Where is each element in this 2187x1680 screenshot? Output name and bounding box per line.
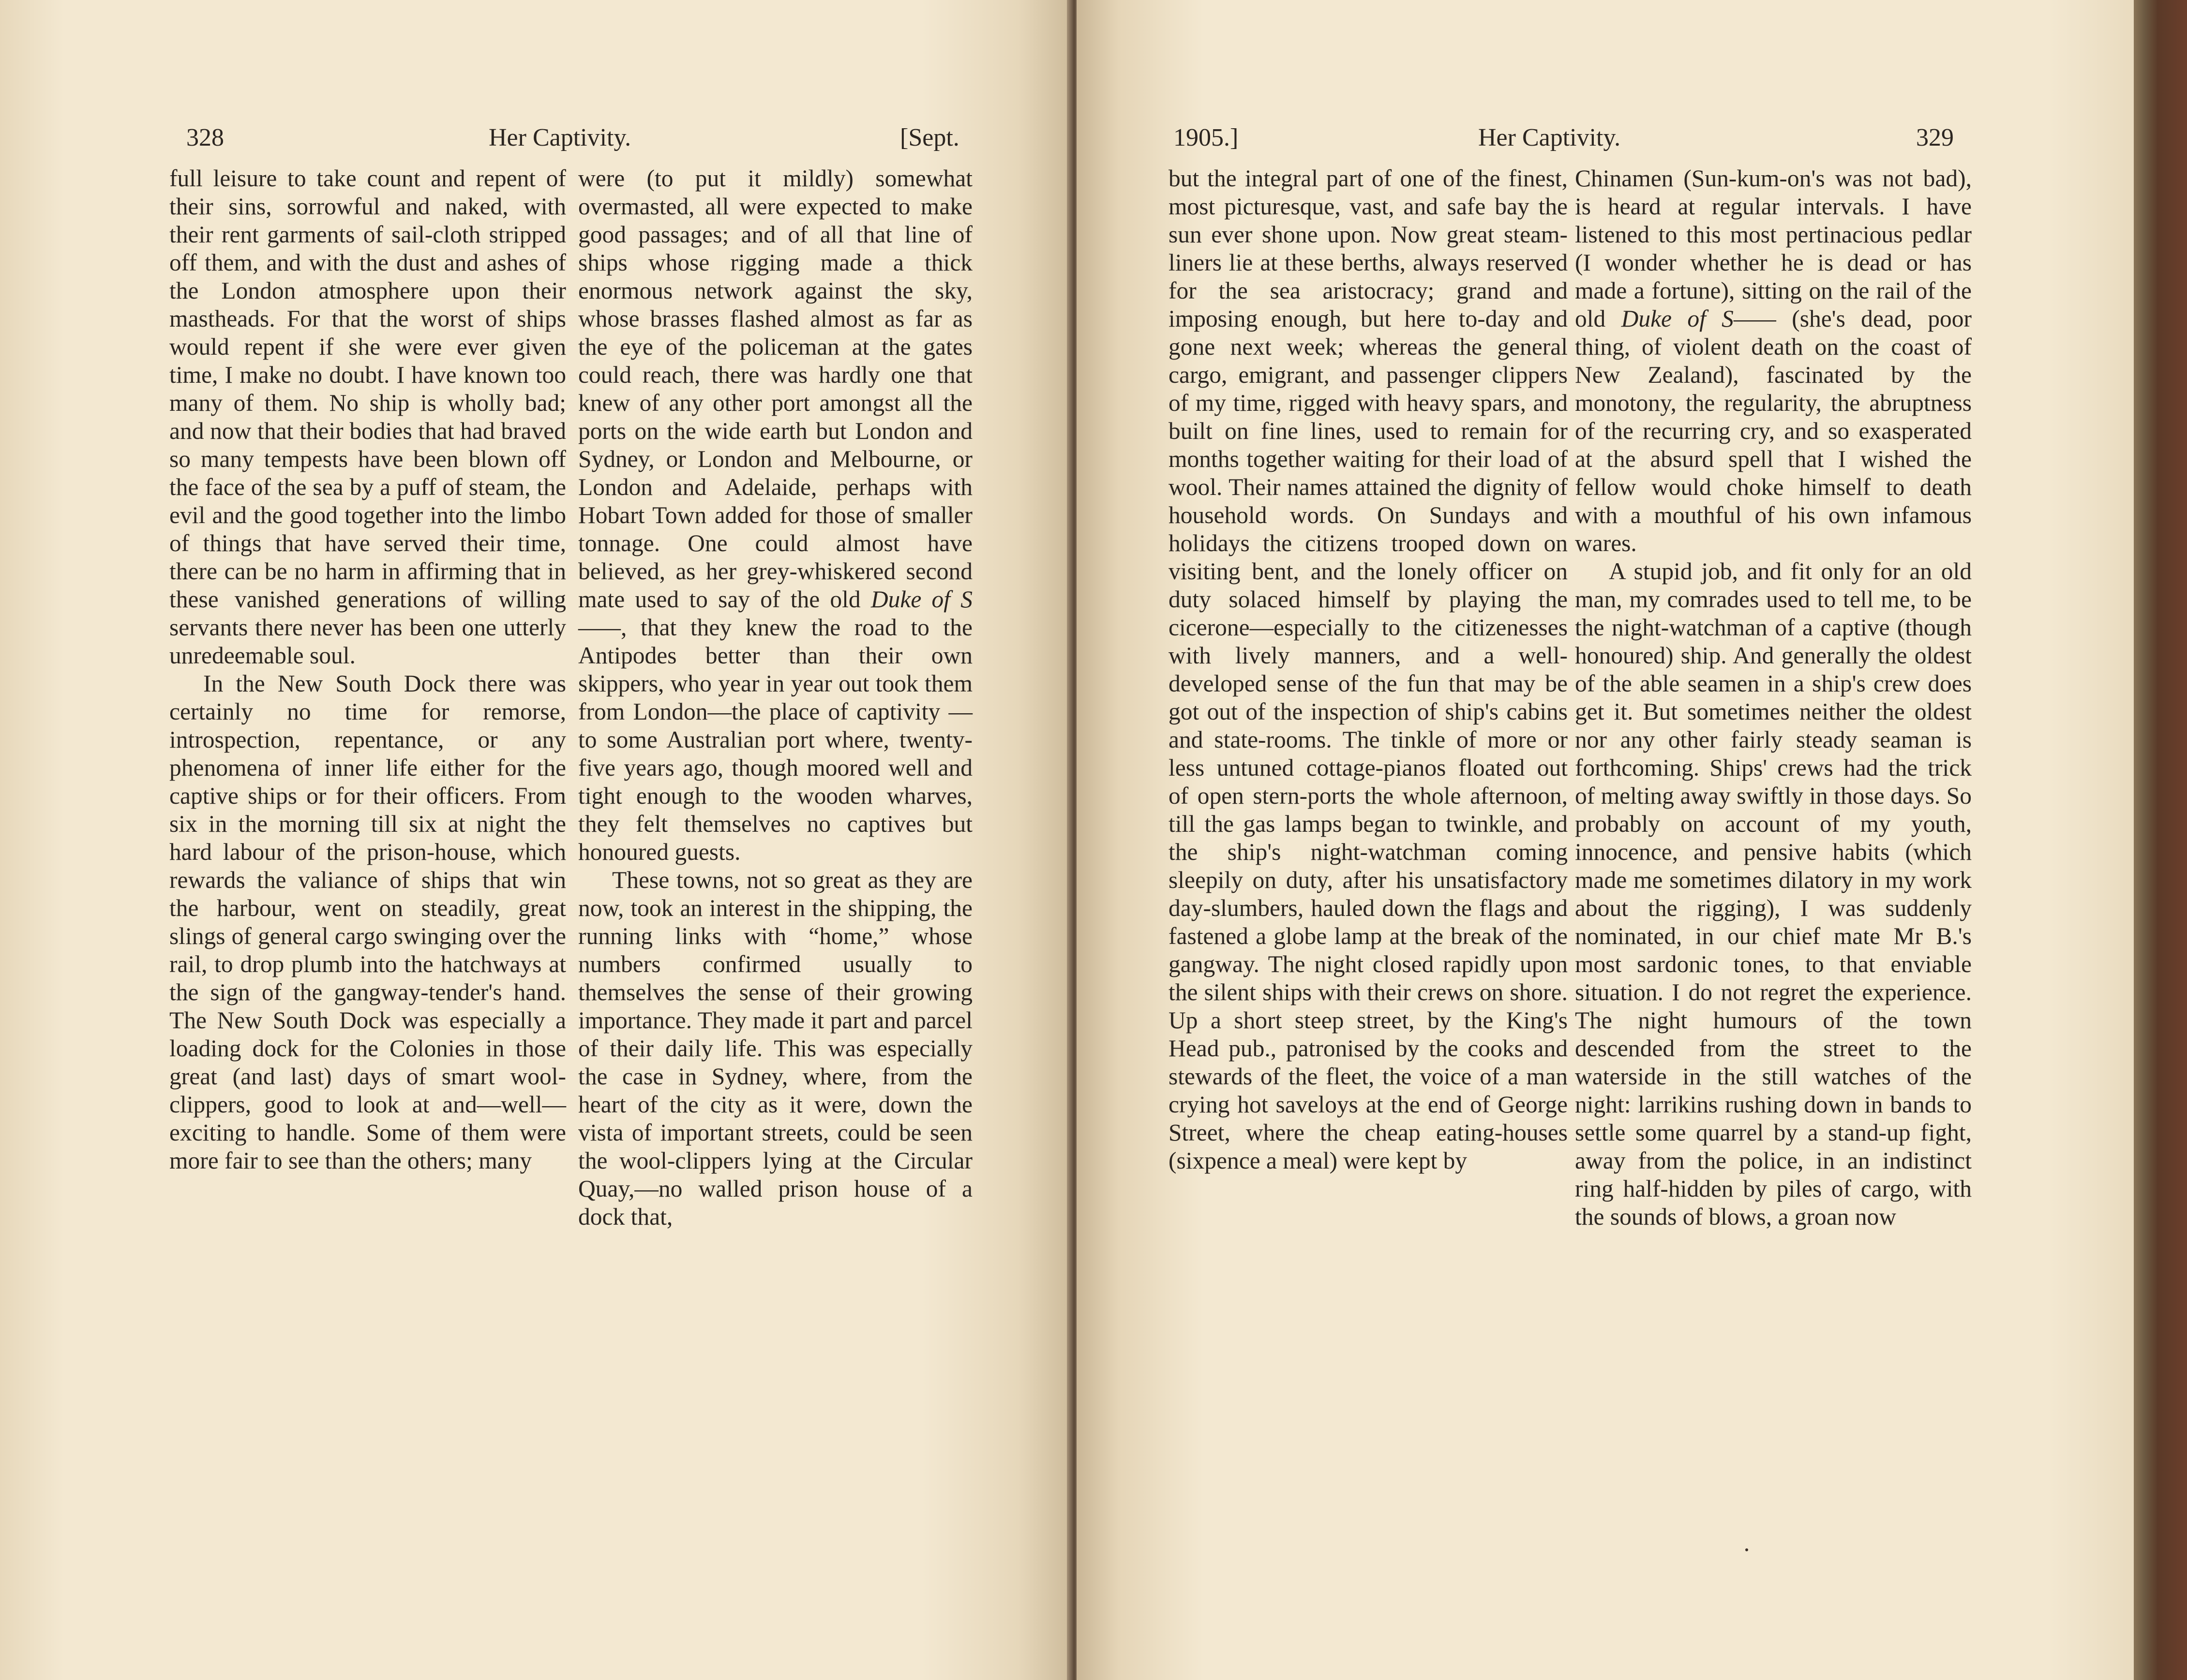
book-cover-edge xyxy=(2134,0,2187,1680)
paragraph: In the New South Dock there was certainly no time for remorse, introspection, repentance, or any phenomena of inner life either for the captive ships or for their officers. From six in the morning till six at night the hard labour of the prison-house, which rewards the valiance of ships that win the harbour, went on steadily, great slings of general cargo swinging over the rail, to drop plumb into the hatchways at the sign of the gangway-tender's hand. The New South Dock was especially a loading dock for the Colonies in those great (and last) days of smart wool-clippers, good to look at and—well—exciting to handle. Some of them were more fair to see than the others; many xyxy=(169,670,566,1174)
ship-name-italic: Duke of S—— xyxy=(578,586,973,641)
paragraph: but the integral part of one of the finest, most picturesque, vast, and safe bay the sun ever shone upon. Now great steam-liners lie at these berths, always reserved for the sea aristocracy; grand and imposing enough, but here to-day and gone next week; whereas the general cargo, emigrant, and passenger clippers of my time, rigged with heavy spars, and built on fine lines, used to remain for months together waiting for their load of wool. Their names attained the dignity of household words. On Sundays and holidays the citizens trooped down on visiting bent, and the lonely officer on duty solaced himself by playing the cicerone—especially to the citizenesses with lively manners, and a well-developed sense of the fun that may be got out of the inspection of ship's cabins and state-rooms. The tinkle of more or less untuned cottage-pianos floated out of open stern-ports the whole afternoon, till the gas lamps began to twinkle, and the ship's night-watchman coming sleepily on duty, after his unsatisfactory day-slumbers, hauled down the flags and fastened a globe lamp at the break of the gangway. The night closed rapidly upon the silent ships with their crews on shore. Up a short steep street, by the King's Head pub., patronised by the cooks and stewards of the fleet, the voice of a man crying hot saveloys at the end of George Street, where the cheap eating-houses (sixpence a meal) were kept by xyxy=(1168,165,1568,1174)
right-column-2 xyxy=(1575,165,1972,1231)
page-mark xyxy=(1745,1548,1748,1551)
date-mark-right: 1905.] xyxy=(1173,124,1239,151)
paragraph-text: (she's dead, poor thing, of violent death on the coast of New Zealand), fascinated by the monotony, the regularity, the abruptness of the recurring cry, and so exasperated at the absurd spell that I wished the fellow would choke himself to death with a mouthful of his own infamous wares. xyxy=(1575,305,1972,556)
running-title-left: Her Captivity. xyxy=(489,124,631,151)
left-column-2 xyxy=(578,165,973,1231)
right-column-1 xyxy=(1168,165,1568,1175)
right-page xyxy=(1077,0,2134,1680)
paragraph: full leisure to take count and repent of their sins, sorrowful and naked, with their rent garments of sail-cloth stripped off them, and with the dust and ashes of the London atmosphere upon their mastheads. For that the worst of ships would repent if she were ever given time, I make no doubt. I have known too many of them. No ship is wholly bad; and now that their bodies that had braved so many tempests have been blown off the face of the sea by a puff of steam, the evil and the good together into the limbo of things that have served their time, there can be no harm in affirming that in these vanished generations of willing servants there never has been one utterly unredeemable soul. xyxy=(169,165,566,669)
paragraph-text: , that they knew the road to the Antipodes better than their own skippers, who year in year out took them from London—the place of captivity — to some Australian port where, twenty-five years ago, though moored well and tight enough to the wooden wharves, they felt themselves no captives but honoured guests. xyxy=(578,614,973,865)
paragraph: These towns, not so great as they are now, took an interest in the shipping, the running links with “home,” whose numbers confirmed usually to themselves the sense of their growing importance. They made it part and parcel of their daily life. This was especially the case in Sydney, where, from the heart of the city as it were, down the vista of important streets, could be seen the wool-clippers lying at the Circular Quay,—no walled prison house of a dock that, xyxy=(578,867,973,1230)
paragraph xyxy=(1575,165,1972,557)
left-page xyxy=(0,0,1072,1680)
page-number-right: 329 xyxy=(1916,124,1954,151)
paragraph xyxy=(578,165,973,866)
left-column-1 xyxy=(169,165,566,1175)
page-number-left: 328 xyxy=(186,124,224,151)
paragraph: A stupid job, and fit only for an old man, my comrades used to tell me, to be the night-watchman of a captive (though honoured) ship. And generally the oldest of the able seamen in a ship's crew does get it. But sometimes neither the oldest nor any other fairly steady seaman is forthcoming. Ships' crews had the trick of melting away swiftly in those days. So probably on account of my youth, innocence, and pensive habits (which made me sometimes dilatory in my work about the rigging), I was suddenly nominated, in our chief mate Mr B.'s most sardonic tones, to that enviable situation. I do not regret the experience. The night humours of the town descended from the street to the waterside in the still watches of the night: larrikins rushing down in bands to settle some quarrel by a stand-up fight, away from the police, in an indistinct ring half-hidden by piles of cargo, with the sounds of blows, a groan now xyxy=(1575,558,1972,1230)
date-mark-left: [Sept. xyxy=(900,124,959,151)
ship-name-italic: Duke of S—— xyxy=(1621,305,1776,332)
running-title-right: Her Captivity. xyxy=(1478,124,1621,151)
paragraph-text: were (to put it mildly) somewhat overmasted, all were expected to make good passages; and of all that line of ships whose rigging made a thick enormous network against the sky, whose brasses flashed almost as far as the eye of the policeman at the gates could reach, there was hardly one that knew of any other port amongst all the ports on the wide earth but London and Sydney, or London and Melbourne, or London and Adelaide, perhaps with Hobart Town added for those of smaller tonnage. One could almost have believed, as her grey-whiskered second mate used to say of the old xyxy=(578,165,973,613)
paragraph-text: Chinamen (Sun-kum-on's was not bad), is heard at regular intervals. I have listened to this most pertinacious pedlar (I wonder whether he is dead or has made a fortune), sitting on the rail of the old xyxy=(1575,165,1972,332)
